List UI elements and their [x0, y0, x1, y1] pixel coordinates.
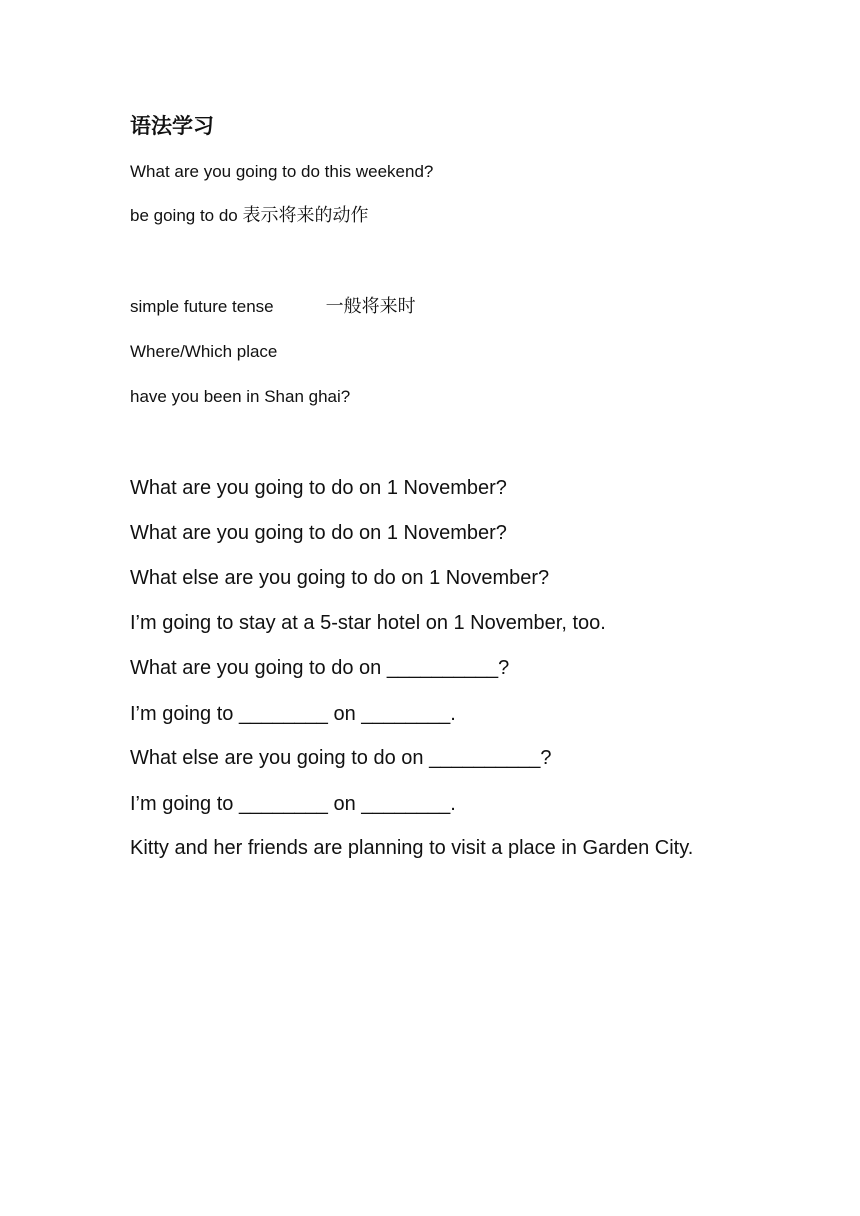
- sentence-5-fill-blank: What are you going to do on __________?: [130, 657, 510, 679]
- sentence-6-fill-blank: I’m going to ________ on ________.: [130, 703, 456, 725]
- note-line-shanghai: have you been in Shan ghai?: [130, 387, 351, 406]
- sentence-4: I’m going to stay at a 5-star hotel on 1 November, too.: [130, 612, 606, 634]
- simple-future-english: simple future tense: [130, 297, 274, 316]
- note-line-where-which: Where/Which place: [130, 342, 278, 361]
- sentence-8-fill-blank: I’m going to ________ on ________.: [130, 793, 456, 815]
- note-line-simple-future: [130, 298, 416, 316]
- be-going-to-english: be going to do: [130, 206, 243, 225]
- sentence-1: What are you going to do on 1 November?: [130, 477, 507, 499]
- sentence-9: Kitty and her friends are planning to visit a place in Garden City.: [130, 837, 694, 859]
- sentence-2: What are you going to do on 1 November?: [130, 522, 507, 544]
- be-going-to-chinese: 表示将来的动作: [242, 205, 369, 226]
- simple-future-chinese: 一般将来时: [325, 296, 416, 317]
- sentence-7-fill-blank: What else are you going to do on __________?: [130, 747, 552, 769]
- sentence-3: What else are you going to do on 1 November?: [130, 567, 550, 589]
- note-line-weekend-question: What are you going to do this weekend?: [130, 162, 434, 181]
- note-line-be-going-to: [130, 207, 368, 225]
- page-heading: 语法学习: [130, 114, 214, 138]
